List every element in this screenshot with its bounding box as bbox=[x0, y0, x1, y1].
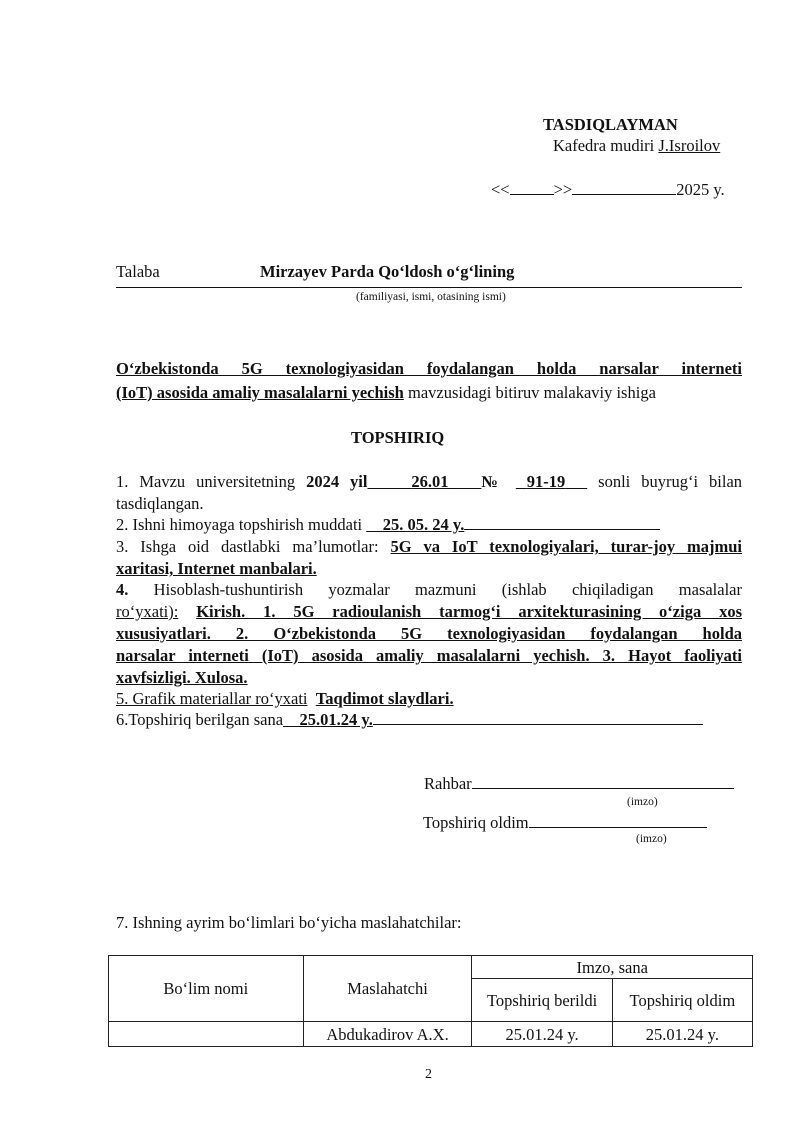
row-given: 25.01.24 y. bbox=[472, 1022, 612, 1047]
item-5: 5. Grafik materiallar ro‘yxati Taqdimot slaydlari. bbox=[116, 689, 454, 708]
approval-head-name: J.Isroilov bbox=[658, 136, 721, 155]
col-header-advisor: Maslahatchi bbox=[303, 956, 472, 1022]
student-name-rule bbox=[116, 287, 742, 288]
student-caption: (familiyasi, ismi, otasining ismi) bbox=[356, 291, 506, 303]
approval-date-close: >> bbox=[553, 180, 573, 199]
advisors-title: 7. Ishning ayrim bo‘limlari bo‘yicha maslahatchilar: bbox=[116, 913, 462, 932]
item-2: 2. Ishni himoyaga topshirish muddati 25. 05. 24 y. bbox=[116, 514, 660, 536]
page-number: 2 bbox=[425, 1067, 432, 1082]
approval-title: TASDIQLAYMAN bbox=[543, 115, 678, 134]
approval-position bbox=[553, 136, 720, 156]
row-advisor: Abdukadirov A.X. bbox=[303, 1022, 472, 1047]
approval-year: 2025 y. bbox=[676, 180, 725, 199]
item-1: 1. Mavzu universitetning 2024 yil 26.01 № 91-19 sonli buyrug‘i bilan tasdiqlangan. bbox=[116, 472, 743, 513]
item-4: 4. Hisoblash-tushuntirish yozmalar mazmuni (ishlab chiqiladigan masalalar ro‘yxati): Kirish. 1. 5G radioulanish tarmog‘i arxitekturasining o‘ziga xos xususiyatlari. 2. O‘zbekistonda 5G texnologiyasidan foydalangan holda narsalar interneti (IoT) asosida amaliy masalalarni yechish. 3. Hayot faoliyati xavfsizligi. Xulosa. bbox=[116, 580, 742, 687]
col-header-given: Topshiriq berildi bbox=[472, 979, 612, 1022]
approval-date-open: << bbox=[491, 180, 510, 199]
row-section bbox=[109, 1022, 304, 1047]
topic-line-1: O‘zbekistonda 5G texnologiyasidan foydalangan holda narsalar interneti bbox=[116, 359, 742, 378]
item-6: 6.Topshiriq berilgan sana 25.01.24 y. bbox=[116, 709, 703, 731]
approval-date bbox=[491, 180, 725, 200]
table-row bbox=[109, 1022, 753, 1047]
signature-rahbar: Rahbar bbox=[424, 774, 734, 794]
topic-line-2: (IoT) asosida amaliy masalalarni yechish mavzusidagi bitiruv malakaviy ishiga bbox=[116, 383, 656, 402]
student-label: Talaba bbox=[116, 262, 160, 281]
signature-oldim: Topshiriq oldim bbox=[423, 813, 707, 833]
col-header-section: Bo‘lim nomi bbox=[109, 956, 304, 1022]
signature-oldim-caption: (imzo) bbox=[636, 833, 667, 845]
student-name: Mirzayev Parda Qo‘ldosh o‘g‘lining bbox=[260, 262, 515, 281]
col-header-received: Topshiriq oldim bbox=[612, 979, 752, 1022]
approval-position-label: Kafedra mudiri bbox=[553, 136, 655, 155]
signature-rahbar-caption: (imzo) bbox=[627, 796, 658, 808]
row-received: 25.01.24 y. bbox=[612, 1022, 752, 1047]
task-heading: TOPSHIRIQ bbox=[351, 428, 445, 447]
topic-block bbox=[116, 357, 742, 405]
advisors-table bbox=[108, 955, 753, 1047]
item-3: 3. Ishga oid dastlabki ma’lumotlar: 5G va IoT texnologiyalari, turar-joy majmui xaritasi, Internet manbalari. bbox=[116, 537, 743, 578]
col-header-sign: Imzo, sana bbox=[472, 956, 753, 979]
